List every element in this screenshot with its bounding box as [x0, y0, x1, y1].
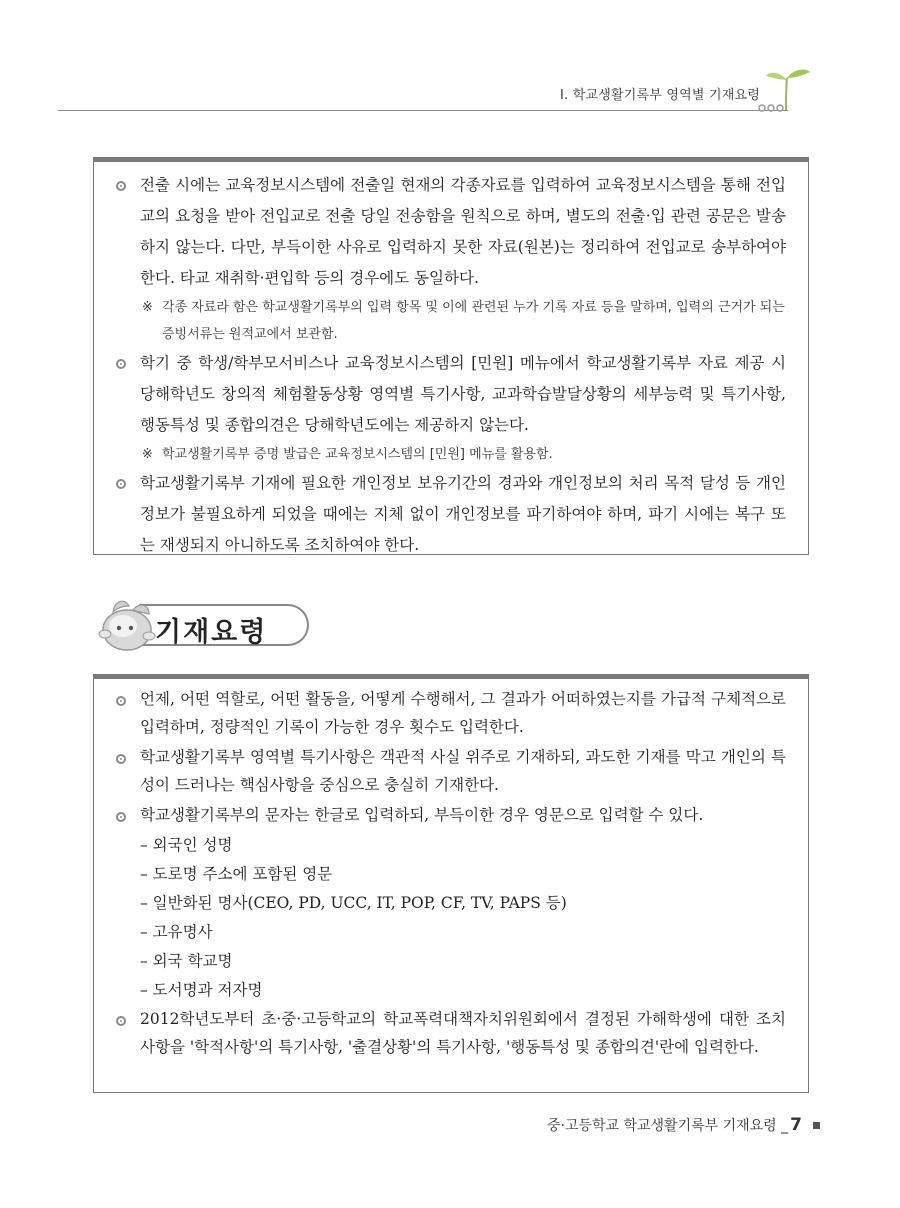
header-rule: [58, 110, 788, 111]
bullet-icon: [116, 696, 126, 706]
dash-item: – 일반화된 명사(CEO, PD, UCC, IT, POP, CF, TV, PAPS 등): [140, 894, 567, 912]
note-text: 각종 자료라 함은 학교생활기록부의 입력 항목 및 이에 관련된 누가 기록 자료 등을 말하며, 입력의 근거가 되는 증빙서류는 원적교에서 보관함.: [162, 300, 785, 342]
list-item-text: 학교생활기록부의 문자는 한글로 입력하되, 부득이한 경우 영문으로 입력할 수 있다.: [140, 806, 704, 824]
page-footer: [547, 1115, 802, 1135]
list-item-text: 학교생활기록부 영역별 특기사항은 객관적 사실 위주로 기재하되, 과도한 기재를 막고 개인의 특성이 드러나는 핵심사항을 중심으로 충실히 기재한다.: [140, 748, 786, 794]
guideline-list: [116, 685, 786, 1063]
list-item-text: 언제, 어떤 역할로, 어떤 활동을, 어떻게 수행해서, 그 결과가 어떠하였는지를 가급적 구체적으로 입력하며, 정량적인 기록이 가능한 경우 횟수도 입력한다.: [140, 690, 786, 736]
bullet-icon: [116, 1016, 126, 1026]
section-heading: [93, 592, 333, 658]
note-item: [116, 441, 786, 468]
bullet-icon: [116, 479, 126, 489]
running-header-title: Ⅰ. 학교생활기록부 영역별 기재요령: [560, 88, 760, 103]
sprout-icon: [756, 64, 818, 112]
list-item: [116, 348, 786, 441]
list-item: [116, 1005, 786, 1061]
section-title: 기재요령: [155, 617, 268, 648]
list-item: [116, 468, 786, 561]
reference-mark: ※: [142, 300, 153, 315]
list-item-text: 2012학년도부터 초·중·고등학교의 학교폭력대책자치위원회에서 결정된 가해학생에 대한 조치사항을 '학적사항'의 특기사항, '출결상황'의 특기사항, '행동특성 및 종합의견'란에 입력한다.: [140, 1010, 786, 1056]
list-item-text: 학교생활기록부 기재에 필요한 개인정보 보유기간의 경과와 개인정보의 처리 목적 달성 등 개인정보가 불필요하게 되었을 때에는 지체 없이 개인정보를 파기하여야 하며, 파기 시에는 복구 또는 재생되지 아니하도록 조치하여야 한다.: [140, 474, 786, 554]
guideline-box: [93, 674, 809, 1093]
note-item: [116, 294, 786, 348]
reference-mark: ※: [142, 447, 153, 462]
notice-box: [93, 157, 809, 555]
running-header: [58, 64, 818, 112]
page-number: 7: [790, 1115, 802, 1135]
notice-list: [116, 170, 786, 561]
footer-square-icon: [813, 1122, 820, 1129]
list-item: [116, 801, 786, 829]
footer-text: 중·고등학교 학교생활기록부 기재요령 _: [546, 1118, 789, 1134]
list-item: [116, 685, 786, 741]
list-item-text: 학기 중 학생/학부모서비스나 교육정보시스템의 [민원] 메뉴에서 학교생활기록부 자료 제공 시 당해학년도 창의적 체험활동상황 영역별 특기사항, 교과학습발달상황의 세부능력 및 특기사항, 행동특성 및 종합의견은 당해학년도에는 제공하지 않는다.: [140, 354, 786, 434]
dash-item: – 외국인 성명: [140, 836, 233, 854]
list-item: [116, 170, 786, 294]
dash-item: – 외국 학교명: [140, 952, 233, 970]
list-item-text: 전출 시에는 교육정보시스템에 전출일 현재의 각종자료를 입력하여 교육정보시스템을 통해 전입교의 요청을 받아 전입교로 전출 당일 전송함을 원칙으로 하며, 별도의 전출·입 관련 공문은 발송하지 않는다. 다만, 부득이한 사유로 입력하지 못한 자료(원본)는 정리하여 전입교로 송부하여야 한다. 타교 재취학·편입학 등의 경우에도 동일하다.: [140, 176, 786, 287]
note-text: 학교생활기록부 증명 발급은 교육정보시스템의 [민원] 메뉴를 활용함.: [162, 447, 553, 462]
dash-item: – 도서명과 저자명: [140, 981, 263, 999]
list-item: [116, 743, 786, 799]
bullet-icon: [116, 754, 126, 764]
bullet-icon: [116, 812, 126, 822]
bullet-icon: [116, 181, 126, 191]
dash-item: – 도로명 주소에 포함된 영문: [140, 865, 333, 883]
dash-item: – 고유명사: [140, 923, 213, 941]
mascot-icon: [93, 594, 163, 656]
bullet-icon: [116, 359, 126, 369]
